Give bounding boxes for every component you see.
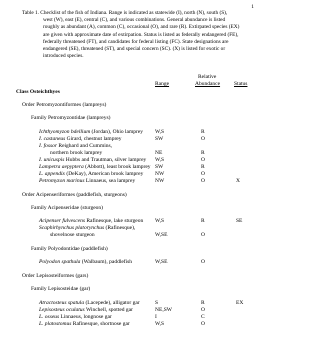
- abundance-cell: R: [201, 129, 205, 135]
- common-name: Linnaeus, sea lamprey: [84, 178, 136, 184]
- common-name: (DeKay), American brook lamprey: [64, 171, 144, 177]
- taxon-name: [39, 178, 135, 185]
- taxon-name: [50, 232, 95, 239]
- taxon-name: [39, 129, 143, 136]
- taxon-name: [39, 300, 140, 307]
- taxon-name: [39, 218, 143, 225]
- common-name: Winchell, spotted gar: [84, 307, 133, 313]
- scientific-name: Acipenser fulvescens: [39, 218, 85, 224]
- common-name: Family Lepisosteidae (gar): [31, 286, 91, 292]
- scientific-name: Polyodon spathula: [39, 259, 81, 265]
- taxon-name: [50, 150, 102, 157]
- abundance-cell: O: [201, 259, 205, 265]
- taxon-name: [39, 171, 143, 178]
- common-name: Family Acipenseridae (sturgeon): [31, 205, 103, 211]
- common-name: Order Petromyzontiformes (lampreys): [22, 102, 107, 108]
- common-name: Order Lepisosteiformes (gars): [22, 273, 89, 279]
- abundance-cell: O: [201, 232, 205, 238]
- abundance-cell: R: [201, 218, 205, 224]
- caption-line: west (W), east (E), central (C), and various combinations. General abundance is listed: [43, 17, 226, 24]
- range-cell: S: [155, 300, 159, 306]
- column-header-relative: Relative: [198, 74, 217, 80]
- caption-line: federally threatened (FT), and candidates for federal listing (FC). State designations are: [43, 38, 229, 45]
- common-name: Rafinesque, shortnose gar: [71, 321, 130, 327]
- range-cell: W,S: [155, 157, 165, 163]
- status-cell: EX: [236, 300, 244, 306]
- common-name: Rafinesque, lake sturgeon: [84, 218, 144, 224]
- taxon-name: [16, 89, 60, 96]
- scientific-name: Ichthyomyzon bdellium: [39, 129, 91, 135]
- range-cell: NE,SW: [155, 307, 172, 313]
- common-name: Family Polyodontidae (paddlefish): [31, 246, 108, 252]
- range-cell: NW: [155, 178, 165, 184]
- scientific-name: Atractosteus spatula: [39, 300, 85, 306]
- taxon-name: [39, 321, 130, 328]
- taxon-name: [39, 157, 146, 164]
- abundance-cell: O: [201, 321, 205, 327]
- common-name: Reighard and Cummins,: [57, 143, 113, 149]
- abundance-cell: R: [201, 164, 205, 170]
- range-cell: W,SE: [155, 232, 168, 238]
- scientific-name: Scaphirhynchus platorynchus: [39, 225, 105, 231]
- common-name: Linnaeus, longnose gar: [59, 314, 112, 320]
- range-cell: SW: [155, 164, 164, 170]
- column-header-range: Range: [155, 81, 170, 87]
- taxon-name: [22, 273, 88, 280]
- range-cell: W,S: [155, 129, 165, 135]
- common-name: Hubbs and Trautman, silver lamprey: [64, 157, 147, 163]
- taxon-name: [39, 136, 121, 143]
- caption-line: Table 1. Checklist of the fish of Indiana. Range is indicated as statewide (I), north (N), south (S),: [22, 10, 228, 16]
- abundance-cell: O: [201, 136, 205, 142]
- scientific-name: L. platostomus: [39, 321, 72, 327]
- taxon-name: [31, 205, 103, 212]
- common-name: (Rafinesque),: [104, 225, 136, 231]
- taxon-name: [22, 102, 106, 109]
- taxon-name: [22, 192, 127, 199]
- common-name: shovelnose sturgeon: [50, 232, 95, 238]
- common-name: (Abbott), least brook lamprey: [83, 164, 151, 170]
- scientific-name: Lepisosteus oculatus: [39, 307, 85, 313]
- abundance-cell: O: [201, 157, 205, 163]
- range-cell: W,S: [155, 321, 165, 327]
- column-header-status: Status: [234, 81, 248, 87]
- abundance-cell: O: [201, 178, 205, 184]
- taxon-name: [31, 115, 110, 122]
- scientific-name: Petromyzon marinus: [39, 178, 85, 184]
- table-caption: [22, 10, 244, 60]
- caption-line: are given with approximate date of extirpation. Status is listed as federally endangered (FE),: [43, 31, 239, 38]
- status-cell: SE: [236, 218, 243, 224]
- taxon-name: [39, 259, 132, 266]
- scientific-name: I. castaneus: [39, 136, 66, 142]
- taxon-name: [39, 225, 135, 232]
- common-name: (Jordan), Ohio lamprey: [90, 129, 144, 135]
- taxon-name: [39, 307, 133, 314]
- common-name: Class Osteichthyes: [16, 89, 60, 95]
- caption-line: roughly as abundant (A), common (C), occasional (O), and rare (R). Extirpated species (EX): [43, 24, 240, 31]
- scientific-name: Lampetra aepyptera: [39, 164, 84, 170]
- abundance-cell: R: [201, 150, 205, 156]
- common-name: Order Acipenseriformes (paddlefish, sturgeons): [22, 192, 127, 198]
- scientific-name: I. unicuspis: [39, 157, 65, 163]
- common-name: northern brook lamprey: [50, 150, 103, 156]
- column-header-abundance: Abundance: [195, 81, 221, 87]
- taxon-name: [31, 286, 90, 293]
- caption-line: endangered (SE), threatened (ST), and special concern (SC). (X) is listed for exotic or: [43, 46, 226, 53]
- taxon-name: [39, 164, 151, 171]
- common-name: Family Petromyzontidae (lampreys): [31, 115, 111, 121]
- scientific-name: I. fossor: [39, 143, 58, 149]
- scientific-name: L. appendix: [39, 171, 65, 177]
- range-cell: W,SE: [155, 259, 168, 265]
- scientific-name: L. osseus: [39, 314, 60, 320]
- abundance-cell: O: [201, 171, 205, 177]
- common-name: (Walbaum), paddlefish: [80, 259, 133, 265]
- range-cell: NW: [155, 171, 165, 177]
- page-number: 1: [251, 4, 254, 10]
- common-name: Girard, chestnut lamprey: [65, 136, 122, 142]
- range-cell: W,S: [155, 218, 165, 224]
- abundance-cell: R: [201, 300, 205, 306]
- range-cell: NE: [155, 150, 163, 156]
- status-cell: X: [236, 178, 240, 184]
- range-cell: I: [155, 314, 157, 320]
- caption-line: introduced species.: [43, 53, 84, 60]
- taxon-name: [39, 143, 112, 150]
- range-cell: SW: [155, 136, 164, 142]
- taxon-name: [31, 246, 108, 253]
- abundance-cell: C: [201, 314, 205, 320]
- taxon-name: [39, 314, 112, 321]
- common-name: (Lacepede), alligator gar: [84, 300, 140, 306]
- abundance-cell: O: [201, 307, 205, 313]
